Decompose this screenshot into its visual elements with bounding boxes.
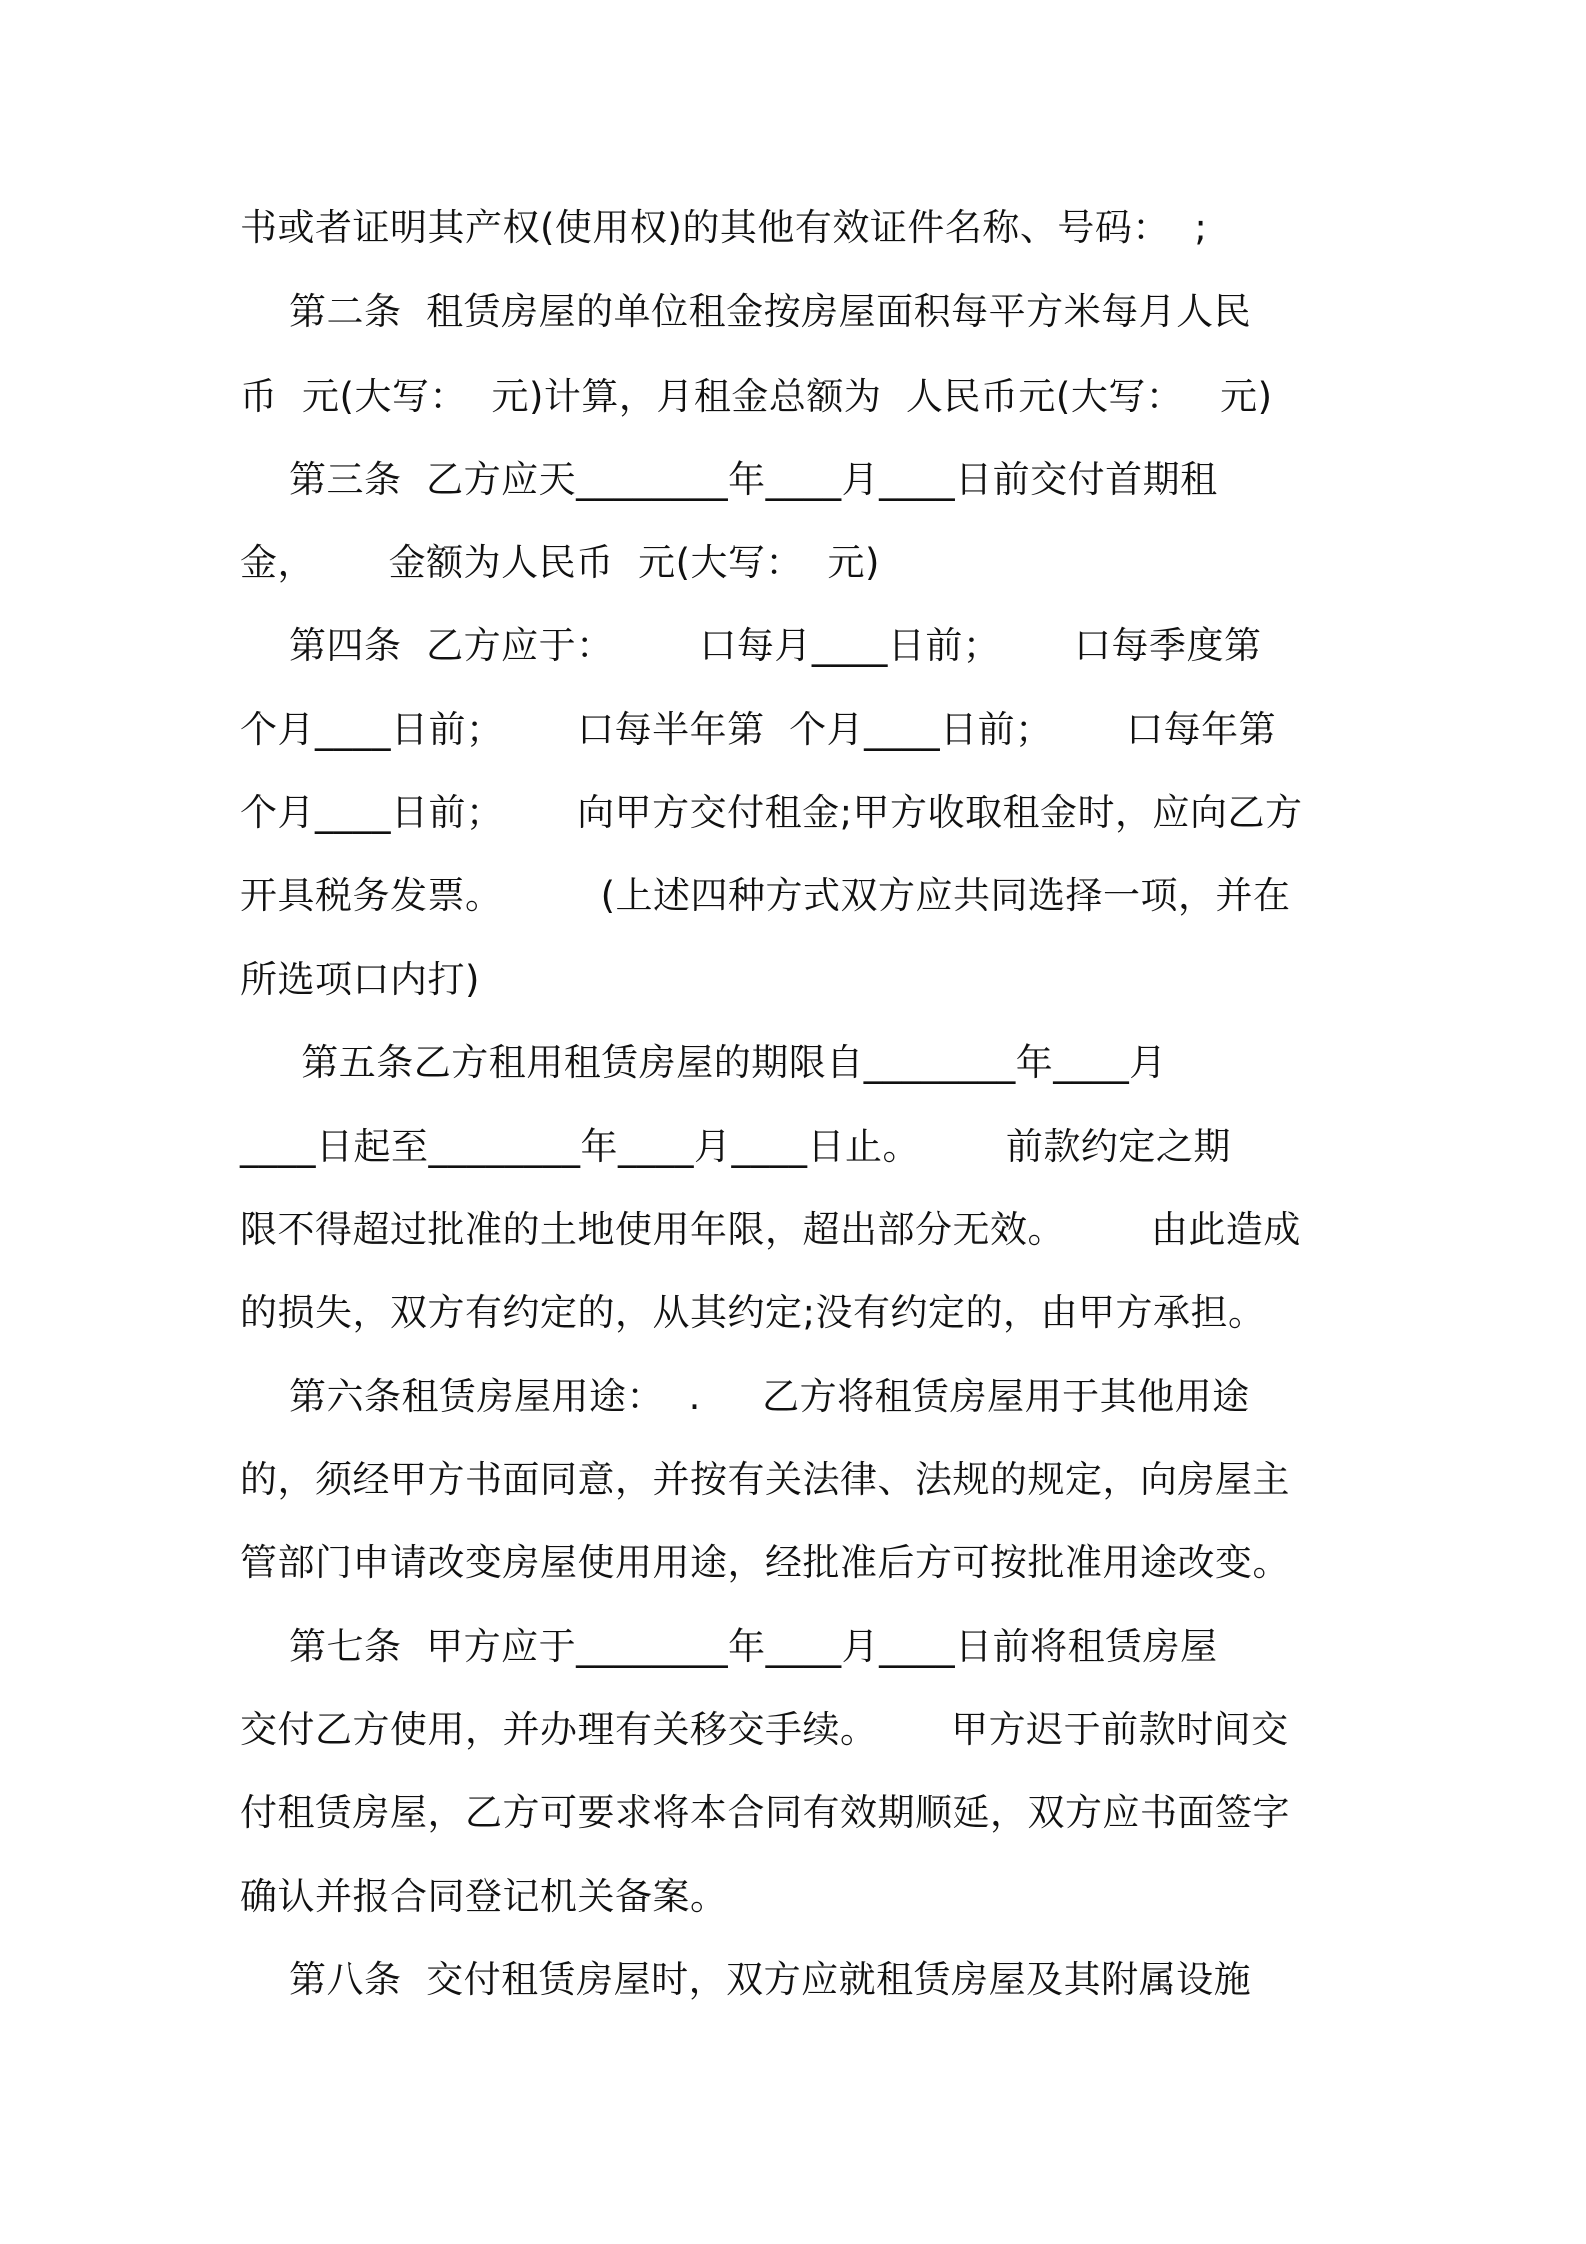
text-line: 第七条 甲方应于________年____月____日前将租赁房屋 bbox=[240, 1625, 1218, 1668]
text-line: 付租赁房屋，乙方可要求将本合同有效期顺延，双方应书面签字 bbox=[240, 1791, 1290, 1834]
text-line: 书或者证明其产权(使用权)的其他有效证件名称、号码： ; bbox=[240, 206, 1208, 249]
text-line: 币 元(大写： 元)计算，月租金总额为 人民币元(大写： 元) bbox=[240, 375, 1273, 418]
text-line: 确认并报合同登记机关备案。 bbox=[240, 1875, 728, 1918]
text-line: 第三条 乙方应天________年____月____日前交付首期租 bbox=[240, 458, 1218, 501]
text-line: 管部门申请改变房屋使用用途，经批准后方可按批准用途改变。 bbox=[240, 1541, 1290, 1584]
text-line: 交付乙方使用，并办理有关移交手续。 甲方迟于前款时间交 bbox=[240, 1708, 1289, 1751]
text-line: 开具税务发票。 (上述四种方式双方应共同选择一项，并在 bbox=[240, 874, 1291, 917]
text-line: 第四条 乙方应于： 口每月____日前； 口每季度第 bbox=[240, 624, 1262, 667]
text-line: 第五条乙方租用租赁房屋的期限自________年____月 bbox=[240, 1041, 1167, 1084]
text-line: 所选项口内打) bbox=[240, 958, 480, 1001]
text-line: 第六条租赁房屋用途： . 乙方将租赁房屋用于其他用途 bbox=[240, 1375, 1250, 1418]
text-line: 限不得超过批准的土地使用年限，超出部分无效。 由此造成 bbox=[240, 1208, 1301, 1251]
text-line: 个月____日前； 口每半年第 个月____日前； 口每年第 bbox=[240, 708, 1277, 751]
text-line: 金， 金额为人民币 元(大写： 元) bbox=[240, 541, 880, 584]
text-line: 第八条 交付租赁房屋时，双方应就租赁房屋及其附属设施 bbox=[240, 1958, 1252, 2001]
text-line: 的损失，双方有约定的，从其约定;没有约定的，由甲方承担。 bbox=[240, 1291, 1266, 1334]
text-line: ____日起至________年____月____日止。 前款约定之期 bbox=[240, 1125, 1231, 1168]
text-line: 个月____日前； 向甲方交付租金;甲方收取租金时，应向乙方 bbox=[240, 791, 1303, 834]
text-line: 第二条 租赁房屋的单位租金按房屋面积每平方米每月人民 bbox=[240, 290, 1252, 333]
text-line: 的，须经甲方书面同意，并按有关法律、法规的规定，向房屋主 bbox=[240, 1458, 1290, 1501]
